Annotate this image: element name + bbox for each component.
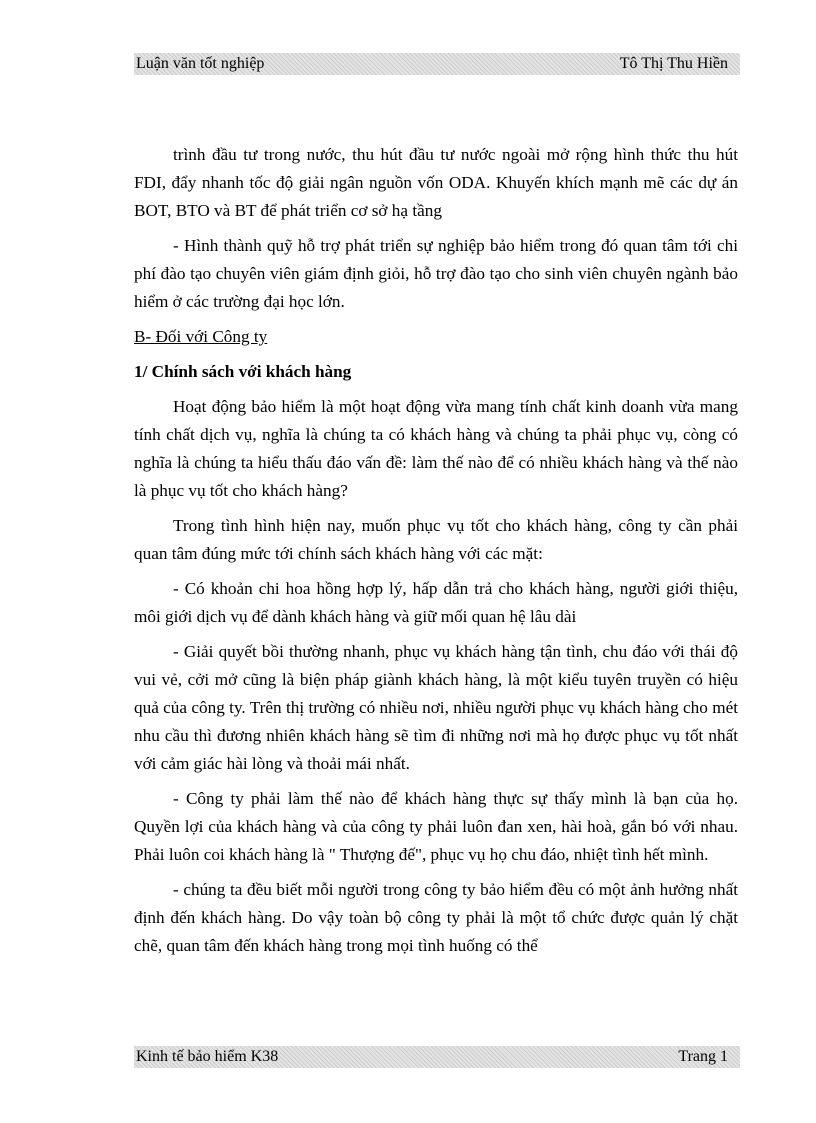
- paragraph-5: - Có khoản chi hoa hồng hợp lý, hấp dẫn trả cho khách hàng, người giới thiệu, môi giới dịch vụ để dành khách hàng và giữ mối quan hệ lâu dài: [134, 579, 738, 626]
- paragraph-7: - Công ty phải làm thế nào để khách hàng thực sự thấy mình là bạn của họ. Quyền lợi của khách hàng và của công ty phải luôn đan xen, hài hoà, gắn bó với nhau. Phải luôn coi khách hàng là " Thượng đế", phục vụ họ chu đáo, nhiệt tình hết mình.: [134, 789, 738, 864]
- header-title: Luận văn tốt nghiệp: [136, 55, 265, 72]
- footer-course: Kinh tế bảo hiểm K38: [136, 1048, 279, 1065]
- section-heading-b: [134, 323, 738, 351]
- paragraph-2: - Hình thành quỹ hỗ trợ phát triển sự nghiệp bảo hiểm trong đó quan tâm tới chi phí đào tạo chuyên viên giám định giỏi, hỗ trợ đào tạo cho sinh viên chuyên ngành bảo hiểm ở các trường đại học lớn.: [134, 236, 738, 311]
- header-author: Tô Thị Thu Hiền: [619, 55, 728, 72]
- document-body: [134, 141, 738, 967]
- paragraph-8: - chúng ta đều biết mỗi người trong công ty bảo hiểm đều có một ảnh hưởng nhất định đến khách hàng. Do vậy toàn bộ công ty phải là một tổ chức được quản lý chặt chẽ, quan tâm đến khách hàng trong mọi tình huống có thể: [134, 880, 738, 955]
- paragraph-3: Hoạt động bảo hiểm là một hoạt động vừa mang tính chất kinh doanh vừa mang tính chất dịch vụ, nghĩa là chúng ta có khách hàng và chúng ta phải phục vụ, còng có nghĩa là chúng ta hiểu thấu đáo vấn đề: làm thế nào để có nhiều khách hàng và thế nào là phục vụ tốt cho khách hàng?: [134, 397, 738, 500]
- page-footer: [134, 1046, 740, 1068]
- footer-page-number: Trang 1: [678, 1048, 728, 1065]
- paragraph-4: Trong tình hình hiện nay, muốn phục vụ tốt cho khách hàng, công ty cần phải quan tâm đúng mức tới chính sách khách hàng với các mặt:: [134, 516, 738, 563]
- paragraph-6: - Giải quyết bồi thường nhanh, phục vụ khách hàng tận tình, chu đáo với thái độ vui vẻ, cởi mở cũng là biện pháp giành khách hàng, là một kiểu tuyên truyền có hiệu quả của công ty. Trên thị trường có nhiều nơi, nhiều người phục vụ khách hàng cho mét nhu cầu thì đương nhiên khách hàng sẽ tìm đi những nơi mà họ được phục vụ tốt nhất với cảm giác hài lòng và thoải mái nhất.: [134, 642, 738, 773]
- heading-customer-policy: 1/ Chính sách với khách hàng: [134, 362, 352, 381]
- paragraph-1: trình đầu tư trong nước, thu hút đầu tư nước ngoài mở rộng hình thức thu hút FDI, đẩy nhanh tốc độ giải ngân nguồn vốn ODA. Khuyến khích mạnh mẽ các dự án BOT, BTO và BT để phát triển cơ sở hạ tầng: [134, 145, 738, 220]
- section-heading-b-text: B- Đối với Công ty: [134, 327, 268, 346]
- page-header: [134, 53, 740, 75]
